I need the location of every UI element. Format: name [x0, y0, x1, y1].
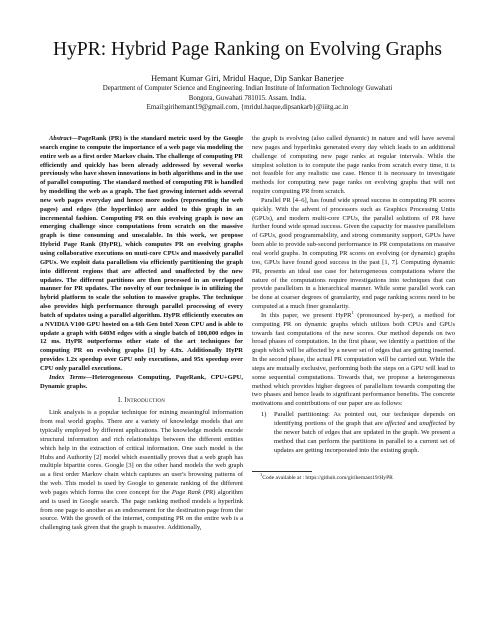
index-terms-lead: Index Terms — [49, 373, 86, 381]
footnote-marker: 1 — [351, 309, 354, 315]
footnote-code-link[interactable]: Code available at : https://github.com/girihemant19/HyPR — [262, 475, 393, 482]
index-terms — [40, 374, 243, 392]
affiliation-emails: Email:girihemant19@gmail.com, {mridul.haque,dipsankarb}@iiitg.ac.in — [146, 104, 349, 112]
footnote — [252, 472, 455, 482]
two-column-body — [40, 135, 455, 533]
paper-title: HyPR: Hybrid Page Ranking on Evolving Graphs — [53, 39, 442, 60]
section-heading-introduction: I. Introduction — [117, 397, 166, 405]
intro-paragraph-1: Link analysis is a popular technique for mining meaningful information from real world graphs. There are a variety of knowledge models that are typically employed by different applications. The knowledge models encode structural information and rich relationships between the different entities which help in the extraction of critical information. One such model is the Hubs and Authority [2] model which essentially proves that a web graph has multiple bipartite cores. Google [3] on the other hand models the web graph as a first order Markov chain which captures an user's browsing patterns of the web. This model is used by Google to generate ranking of the different web pages which forms the core concept for the Page Rank (PR) algorithm and is used in Google search. The page ranking method models a hyperlink from one page to another as an endorsement for the destination page from the source. With the growth of the internet, computing PR on the entire web is a challenging task given that the graph is massive. Additionally, — [40, 409, 243, 532]
abstract-lead: Abstract — [49, 135, 72, 142]
affiliation-line-1: Department of Computer Science and Engineering. Indian Institute of Information Technology Guwahati — [102, 85, 393, 92]
author-list: Hemant Kumar Giri, Mridul Haque, Dip Sankar Banerjee — [151, 74, 344, 83]
abstract-text: —PageRank (PR) is the standard metric used by the Google search engine to compute the importance of a web page via modeling the entire web as a first order Markov chain. The challenge of computing PR efficiently and quickly has been already addressed by several works previously who have shown innovations in both algorithms and in the use of parallel computing. The standard method of computing PR is handled by modelling the web as a graph. The fast growing internet adds several new web pages everyday and hence more nodes (representing the web pages) and edges (the hyperlinks) are added to this graph in an incremental fashion. Computing PR on this evolving graph is now an emerging challenge since computations from scratch on the massive graph is time consuming and unscalable. In this work, we propose Hybrid Page Rank (HyPR), which computes PR on evolving graphs using collaborative executions on muti-core CPUs and massively parallel GPUs. We exploit data parallelism via efficiently partitioning the graph into different regions that are affected and unaffected by the new updates. The different partitions are then processed in an overlapped manner for PR updates. The novelty of our technique is in utilizing the hybrid platform to scale the solution to massive graphs. The technique also provides high performance through parallel processing of every batch of updates using a parallel algorithm. HyPR efficiently executes on a NVIDIA V100 GPU hosted on a 6th Gen Intel Xeon CPU and is able to update a graph with 640M edges with a single batch of 100,000 edges in 12 ms. HyPR outperforms other state of the art techniques for computing PR on evolving graphs [1] by 4.8x. Additionally HyPR provides 1.2x speedup over GPU only executions, and 95x speedup over CPU only parallel executions. — [40, 135, 243, 372]
list-item: 1) Parallel partitioning: As pointed out, our technique depends on identifying portions of the graph that are affected and unaffected by the newer batch of edges that are updated in the graph. We present a method that can perform the partitions in parallel to a current set of updates are getting incorporated into the existing graph. — [261, 411, 456, 454]
right-column — [252, 135, 455, 533]
intro-paragraph-3: Parallel PR [4–6], has found wide spread success in computing PR scores quickly. With the advent of processors such as Graphics Processing Units (GPUs), and modern multi-core CPUs, the parallel solutions of PR have further found wide spread success. Given the capacity for massive parallelism of GPUs, good programmability, and strong community support, GPUs have been able to provide sub-second performance in PR computations on massive real world graphs. In computing PR scores on evolving (or dynamic) graphs too, GPUs have found good success in the past [1, 7]. Computing dynamic PR, presents an ideal use case for heterogeneous computations where the nature of the computations require investigations into techniques that can provide parallelism in a hierarchical manner. While some parallel work can be done at coarser degrees of granularity, end page ranking scores need to be computed at a much finer granularity. — [252, 196, 455, 311]
intro-paragraph-4: In this paper, we present HyPR$^1$ (pronounced hy-per), a method for computing PR on dynamic graphs which utilizes both CPUs and GPUs towards fast computations of the new scores. Our method depends on two broad phases of computation. In the first phase, we identify a partition of the graph which will be affected by a newer set of edges that are getting inserted. In the second phase, the actual PR computation will be carried out. While the steps are mutually exclusive, performing both the steps on a GPU will lead to some sequential computations. Towards that, we propose a heterogeneous method which provides higher degrees of parallelism towards computing the two phases and hence leads to significant performance benefits. The concrete motivations and contributions of our paper are as follows: — [252, 309, 455, 408]
list-item-number: 1) — [261, 411, 267, 419]
index-terms-text: —Heterogeneous Computing, PageRank, CPU+GPU, Dynamic graphs. — [40, 373, 243, 390]
page-rank-italic: Page Rank — [171, 488, 201, 496]
affiliation-line-2: Bongora, Guwahati 781015. Assam. India. — [188, 94, 307, 102]
abstract — [40, 135, 243, 374]
contribution-list — [252, 411, 455, 455]
footnote-number: 1 — [260, 472, 263, 478]
intro-paragraph-2: the graph is evolving (also called dynamic) in nature and will have several new pages and hyperlinks generated every day which leads to an additional challenge of computing new page ranks at regular intervals. While the simplest solution is to compute the page ranks from scratch every time, it is not feasible for any realistic use case. Hence it is necessary to investigate methods for computing new page ranks on evolving graphs that will not require computing PR from scratch. — [252, 135, 455, 196]
left-column — [40, 135, 243, 533]
